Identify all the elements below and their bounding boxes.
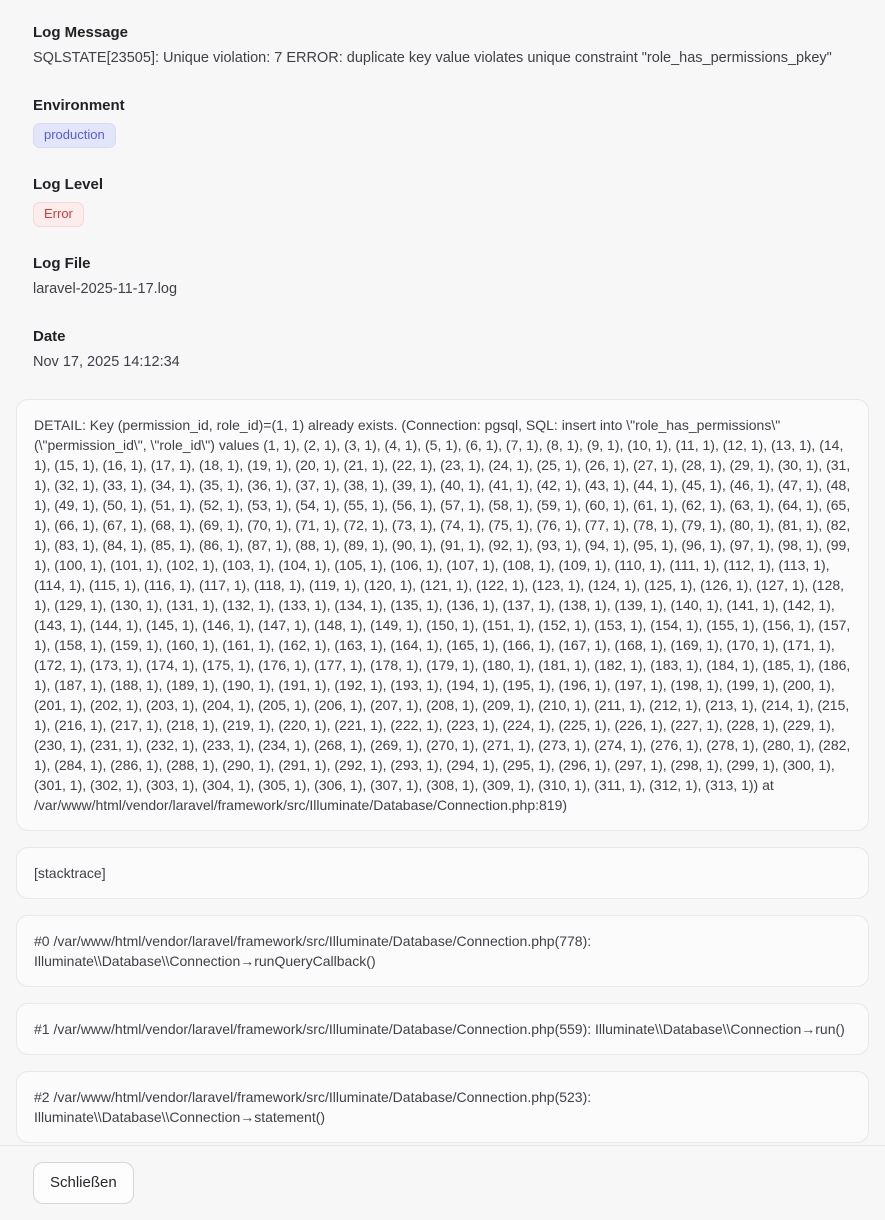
stacktrace-frame-0: #0 /var/www/html/vendor/laravel/framework/src/Illuminate/Database/Connection.php(778): Illuminate\\Database\\Connection→runQueryCallback(): [16, 915, 869, 987]
field-log-file: [33, 253, 852, 300]
field-date: [33, 326, 852, 373]
log-file-value: laravel-2025-11-17.log: [33, 281, 178, 297]
log-level-badge: Error: [33, 202, 84, 227]
log-level-label: Log Level: [33, 176, 104, 193]
modal-footer: [0, 1145, 885, 1220]
date-label: Date: [33, 328, 66, 345]
log-message-label: Log Message: [33, 24, 129, 41]
stacktrace-header: [stacktrace]: [16, 847, 869, 899]
field-log-level: [33, 174, 852, 227]
log-file-label: Log File: [33, 255, 91, 272]
close-button[interactable]: Schließen: [33, 1162, 134, 1204]
stacktrace-frame-2: #2 /var/www/html/vendor/laravel/framework/src/Illuminate/Database/Connection.php(523): Illuminate\\Database\\Connection→statement(): [16, 1071, 869, 1143]
date-value: Nov 17, 2025 14:12:34: [33, 354, 180, 370]
field-log-message: [33, 22, 852, 69]
environment-label: Environment: [33, 97, 125, 114]
field-environment: [33, 95, 852, 148]
log-message-value: SQLSTATE[23505]: Unique violation: 7 ERROR: duplicate key value violates unique constraint "role_has_permissions_pkey": [33, 50, 832, 66]
log-context-detail: DETAIL: Key (permission_id, role_id)=(1, 1) already exists. (Connection: pgsql, SQL: insert into \"role_has_permissions\" (\"permission_id\", \"role_id\") values (1, 1), (2, 1), (3, 1), (4, 1), (5, 1), (6, 1), (7, 1), (8, 1), (9, 1), (10, 1), (11, 1), (12, 1), (13, 1), (14, 1), (15, 1), (16, 1), (17, 1), (18, 1), (19, 1), (20, 1), (21, 1), (22, 1), (23, 1), (24, 1), (25, 1), (26, 1), (27, 1), (28, 1), (29, 1), (30, 1), (31, 1), (32, 1), (33, 1), (34, 1), (35, 1), (36, 1), (37, 1), (38, 1), (39, 1), (40, 1), (41, 1), (42, 1), (43, 1), (44, 1), (45, 1), (46, 1), (47, 1), (48, 1), (49, 1), (50, 1), (51, 1), (52, 1), (53, 1), (54, 1), (55, 1), (56, 1), (57, 1), (58, 1), (59, 1), (60, 1), (61, 1), (62, 1), (63, 1), (64, 1), (65, 1), (66, 1), (67, 1), (68, 1), (69, 1), (70, 1), (71, 1), (72, 1), (73, 1), (74, 1), (75, 1), (76, 1), (77, 1), (78, 1), (79, 1), (80, 1), (81, 1), (82, 1), (83, 1), (84, 1), (85, 1), (86, 1), (87, 1), (88, 1), (89, 1), (90, 1), (91, 1), (92, 1), (93, 1), (94, 1), (95, 1), (96, 1), (97, 1), (98, 1), (99, 1), (100, 1), (101, 1), (102, 1), (103, 1), (104, 1), (105, 1), (106, 1), (107, 1), (108, 1), (109, 1), (110, 1), (111, 1), (112, 1), (113, 1), (114, 1), (115, 1), (116, 1), (117, 1), (118, 1), (119, 1), (120, 1), (121, 1), (122, 1), (123, 1), (124, 1), (125, 1), (126, 1), (127, 1), (128, 1), (129, 1), (130, 1), (131, 1), (132, 1), (133, 1), (134, 1), (135, 1), (136, 1), (137, 1), (138, 1), (139, 1), (140, 1), (141, 1), (142, 1), (143, 1), (144, 1), (145, 1), (146, 1), (147, 1), (148, 1), (149, 1), (150, 1), (151, 1), (152, 1), (153, 1), (154, 1), (155, 1), (156, 1), (157, 1), (158, 1), (159, 1), (160, 1), (161, 1), (162, 1), (163, 1), (164, 1), (165, 1), (166, 1), (167, 1), (168, 1), (169, 1), (170, 1), (171, 1), (172, 1), (173, 1), (174, 1), (175, 1), (176, 1), (177, 1), (178, 1), (179, 1), (180, 1), (181, 1), (182, 1), (183, 1), (184, 1), (185, 1), (186, 1), (187, 1), (188, 1), (189, 1), (190, 1), (191, 1), (192, 1), (193, 1), (194, 1), (195, 1), (196, 1), (197, 1), (198, 1), (199, 1), (200, 1), (201, 1), (202, 1), (203, 1), (204, 1), (205, 1), (206, 1), (207, 1), (208, 1), (209, 1), (210, 1), (211, 1), (212, 1), (213, 1), (214, 1), (215, 1), (216, 1), (217, 1), (218, 1), (219, 1), (220, 1), (221, 1), (222, 1), (223, 1), (224, 1), (225, 1), (226, 1), (227, 1), (228, 1), (229, 1), (230, 1), (231, 1), (232, 1), (233, 1), (234, 1), (268, 1), (269, 1), (270, 1), (271, 1), (273, 1), (274, 1), (276, 1), (278, 1), (280, 1), (282, 1), (284, 1), (286, 1), (288, 1), (290, 1), (291, 1), (292, 1), (293, 1), (294, 1), (295, 1), (296, 1), (297, 1), (298, 1), (299, 1), (300, 1), (301, 1), (302, 1), (303, 1), (304, 1), (305, 1), (306, 1), (307, 1), (308, 1), (309, 1), (310, 1), (311, 1), (312, 1), (313, 1)) at /var/www/html/vendor/laravel/framework/src/Illuminate/Database/Connection.php:819): [16, 399, 869, 831]
environment-badge: production: [33, 123, 116, 148]
stacktrace-frame-1: #1 /var/www/html/vendor/laravel/framework/src/Illuminate/Database/Connection.php(559): Illuminate\\Database\\Connection→run(): [16, 1003, 869, 1055]
